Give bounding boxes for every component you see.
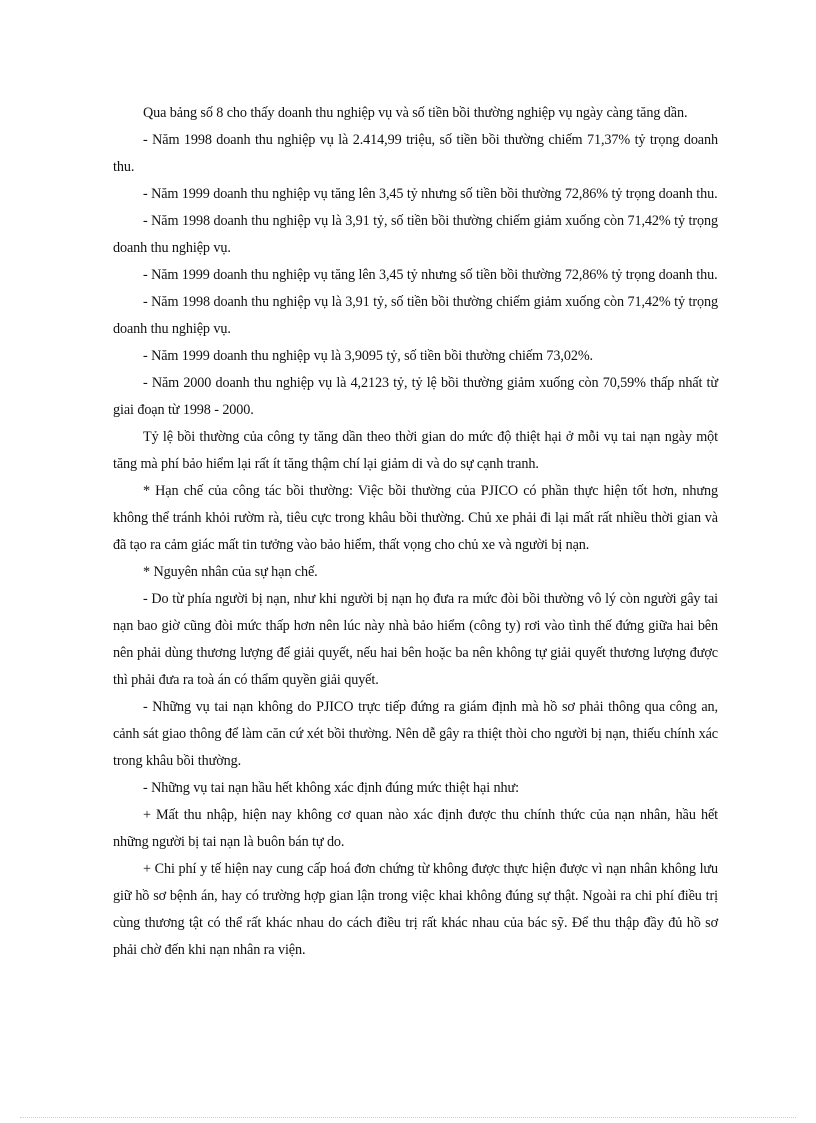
paragraph: - Năm 1999 doanh thu nghiệp vụ là 3,9095 tỷ, số tiền bồi thường chiếm 73,02%. <box>143 348 594 364</box>
paragraph: - Năm 1998 doanh thu nghiệp vụ là 3,91 tỷ, số tiền bồi thường chiếm giảm xuống còn 71,42% tỷ trọng doanh thu nghiệp vụ. <box>113 294 718 337</box>
paragraph: - Do từ phía người bị nạn, như khi người bị nạn họ đưa ra mức đòi bồi thường vô lý còn người gây tai nạn bao giờ cũng đòi mức thấp hơn nên lúc này nhà bảo hiểm (công ty) rơi vào tình thế đứng giữa hai bên nên phải dùng thương lượng để giải quyết, nếu hai bên hoặc ba nên không tự giải quyết thương lượng được thì phải đưa ra toà án có thẩm quyền giải quyết. <box>113 591 718 688</box>
paragraph: - Năm 1998 doanh thu nghiệp vụ là 3,91 tỷ, số tiền bồi thường chiếm giảm xuống còn 71,42% tỷ trọng doanh thu nghiệp vụ. <box>113 213 718 256</box>
page-bottom-divider <box>20 1117 796 1118</box>
paragraph: Qua bảng số 8 cho thấy doanh thu nghiệp vụ và số tiền bồi thường nghiệp vụ ngày càng tăng dần. <box>143 105 688 121</box>
paragraph: + Chi phí y tế hiện nay cung cấp hoá đơn chứng từ không được thực hiện được vì nạn nhân không lưu giữ hồ sơ bệnh án, hay có trường hợp gian lận trong việc khai không đúng sự thật. Ngoài ra chi phí điều trị cùng thương tật có thể rất khác nhau do cách điều trị rất khác nhau của bác sỹ. Để thu thập đầy đủ hồ sơ phải chờ đến khi nạn nhân ra viện. <box>113 861 718 958</box>
paragraph: Tỷ lệ bồi thường của công ty tăng dần theo thời gian do mức độ thiệt hại ở mỗi vụ tai nạn ngày một tăng mà phí bảo hiểm lại rất ít tăng thậm chí lại giảm di và do sự cạnh tranh. <box>113 429 718 472</box>
paragraph: * Nguyên nhân của sự hạn chế. <box>143 564 318 580</box>
paragraph: + Mất thu nhập, hiện nay không cơ quan nào xác định được thu chính thức của nạn nhân, hầu hết những người bị tai nạn là buôn bán tự do. <box>113 807 718 850</box>
paragraph: - Năm 1998 doanh thu nghiệp vụ là 2.414,99 triệu, số tiền bồi thường chiếm 71,37% tỷ trọng doanh thu. <box>113 132 718 175</box>
paragraph: - Những vụ tai nạn không do PJICO trực tiếp đứng ra giám định mà hồ sơ phải thông qua công an, cảnh sát giao thông để làm căn cứ xét bồi thường. Nên dễ gây ra thiệt thòi cho người bị nạn, thiếu chính xác trong khâu bồi thường. <box>113 699 718 769</box>
paragraph: - Năm 1999 doanh thu nghiệp vụ tăng lên 3,45 tỷ nhưng số tiền bồi thường 72,86% tỷ trọng doanh thu. <box>143 267 718 283</box>
paragraph: - Những vụ tai nạn hầu hết không xác định đúng mức thiệt hại như: <box>143 780 519 796</box>
paragraph: * Hạn chế của công tác bồi thường: Việc bồi thường của PJICO có phần thực hiện tốt hơn, nhưng không thể tránh khỏi rườm rà, tiêu cực trong khâu bồi thường. Chủ xe phải đi lại mất rất nhiều thời gian và đã tạo ra cảm giác mất tin tưởng vào bảo hiểm, thất vọng cho chủ xe và người bị nạn. <box>113 483 718 553</box>
paragraph: - Năm 2000 doanh thu nghiệp vụ là 4,2123 tỷ, tỷ lệ bồi thường giảm xuống còn 70,59% thấp nhất từ giai đoạn từ 1998 - 2000. <box>113 375 718 418</box>
document-body <box>113 100 718 964</box>
paragraph: - Năm 1999 doanh thu nghiệp vụ tăng lên 3,45 tỷ nhưng số tiền bồi thường 72,86% tỷ trọng doanh thu. <box>143 186 718 202</box>
